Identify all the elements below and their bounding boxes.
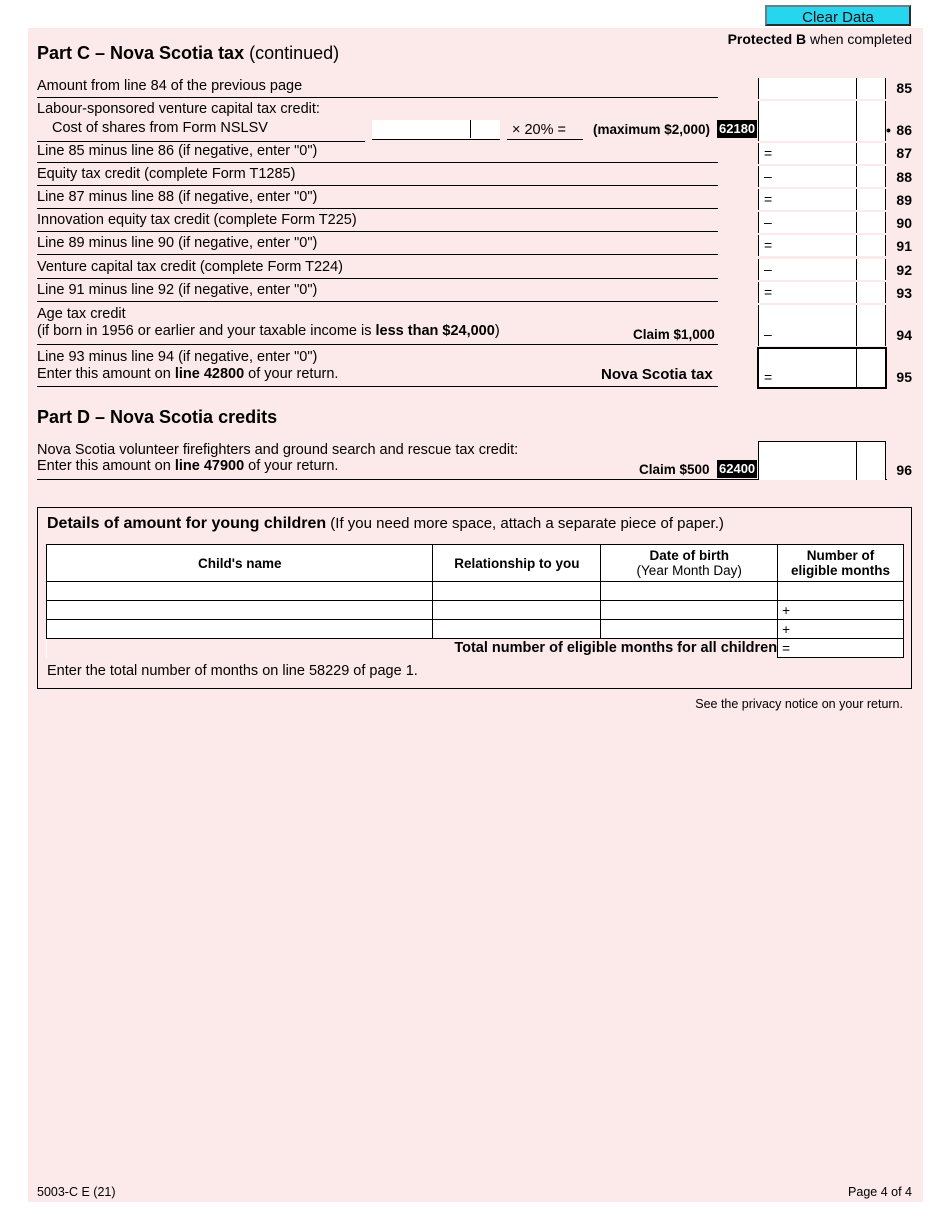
line-92-label: Venture capital tax credit (complete Form T224) — [37, 259, 343, 275]
relationship-cell[interactable] — [433, 601, 601, 620]
line-89-label: Line 87 minus line 88 (if negative, enter "0") — [37, 189, 318, 205]
maximum-label: (maximum $2,000) — [593, 122, 711, 137]
child-name-cell[interactable] — [47, 620, 433, 639]
date-of-birth-cell[interactable] — [601, 601, 778, 620]
total-months-field[interactable]: = — [778, 639, 904, 658]
page-number: Page 4 of 4 — [848, 1185, 912, 1199]
line-90-minus: – — [764, 214, 772, 230]
line-90-field[interactable] — [758, 212, 886, 233]
line-87-number: 87 — [896, 145, 912, 161]
line-88-label: Equity tax credit (complete Form T1285) — [37, 166, 296, 182]
line-85-label: Amount from line 84 of the previous page — [37, 78, 303, 94]
line-96-sublabel: Enter this amount on line 47900 of your return. — [37, 458, 339, 474]
table-row — [47, 601, 904, 620]
line-92-field[interactable] — [758, 259, 886, 280]
rate-label: × 20% = — [512, 122, 567, 138]
line-96-number: 96 — [896, 462, 912, 478]
line-89-number: 89 — [896, 192, 912, 208]
line-85-field[interactable] — [758, 78, 886, 99]
line-96-field[interactable] — [758, 441, 886, 480]
line-95-field[interactable] — [757, 347, 887, 389]
relationship-cell[interactable] — [433, 620, 601, 639]
line-87-field[interactable] — [758, 143, 886, 164]
date-of-birth-cell[interactable] — [601, 582, 778, 601]
eligible-months-cell[interactable] — [778, 582, 904, 601]
line-95-label: Line 93 minus line 94 (if negative, enter "0") — [37, 349, 318, 365]
line-86-sublabel: Cost of shares from Form NSLSV — [52, 120, 268, 136]
line-94-sublabel: (if born in 1956 or earlier and your taxable income is less than $24,000) — [37, 323, 500, 339]
line-94-claim: Claim $1,000 — [633, 327, 715, 342]
line-91-label: Line 89 minus line 90 (if negative, enter "0") — [37, 235, 318, 251]
line-96-claim: Claim $500 — [639, 462, 710, 477]
line-90-label: Innovation equity tax credit (complete Form T225) — [37, 212, 357, 228]
line-92-number: 92 — [896, 262, 912, 278]
line-85-number: 85 — [896, 80, 912, 96]
nova-scotia-tax-label: Nova Scotia tax — [601, 366, 713, 383]
children-instruction: Enter the total number of months on line 58229 of page 1. — [47, 663, 418, 679]
part-c-title: Part C – Nova Scotia tax (continued) — [37, 43, 340, 63]
date-of-birth-cell[interactable] — [601, 620, 778, 639]
header-date-of-birth: Date of birth (Year Month Day) — [601, 545, 778, 582]
line-86-bullet: • — [886, 122, 891, 138]
child-name-cell[interactable] — [47, 601, 433, 620]
privacy-notice: See the privacy notice on your return. — [695, 697, 903, 711]
header-childs-name: Child's name — [47, 545, 433, 582]
line-87-equals: = — [764, 145, 773, 161]
total-months-label: Total number of eligible months for all children — [47, 639, 778, 658]
form-id: 5003-C E (21) — [37, 1185, 116, 1199]
total-row — [47, 639, 904, 658]
line-94-minus: – — [764, 326, 772, 342]
table-row — [47, 620, 904, 639]
line-92-minus: – — [764, 261, 772, 277]
line-89-field[interactable] — [758, 189, 886, 210]
line-93-equals: = — [764, 284, 773, 300]
line-87-label: Line 85 minus line 86 (if negative, enter "0") — [37, 143, 318, 159]
line-91-field[interactable] — [758, 235, 886, 256]
line-91-number: 91 — [896, 238, 912, 254]
header-relationship: Relationship to you — [433, 545, 601, 582]
line-96-code: 62400 — [719, 461, 756, 476]
children-details-title: Details of amount for young children (If you need more space, attach a separate piece of paper.) — [47, 515, 724, 532]
line-93-field[interactable] — [758, 282, 886, 303]
line-90-number: 90 — [896, 215, 912, 231]
rate-underline — [507, 120, 583, 140]
line-93-number: 93 — [896, 285, 912, 301]
line-91-equals: = — [764, 237, 773, 253]
child-name-cell[interactable] — [47, 582, 433, 601]
table-row — [47, 582, 904, 601]
line-86-code: 62180 — [719, 121, 756, 136]
children-table — [46, 544, 904, 658]
line-94-label: Age tax credit — [37, 306, 126, 322]
line-88-field[interactable] — [758, 166, 886, 187]
eligible-months-cell[interactable]: + — [778, 620, 904, 639]
line-95-number: 95 — [896, 369, 912, 385]
clear-data-button[interactable]: Clear Data — [765, 5, 911, 26]
line-88-minus: – — [764, 168, 772, 184]
line-89-equals: = — [764, 191, 773, 207]
line-94-field[interactable] — [758, 305, 886, 346]
relationship-cell[interactable] — [433, 582, 601, 601]
line-86-field[interactable] — [758, 101, 886, 141]
line-96-label: Nova Scotia volunteer firefighters and ground search and rescue tax credit: — [37, 442, 519, 458]
protected-notice: Protected B when completed — [727, 31, 912, 47]
line-86-number: 86 — [896, 122, 912, 138]
line-88-number: 88 — [896, 169, 912, 185]
nslsv-shares-field[interactable] — [372, 120, 500, 140]
part-d-title: Part D – Nova Scotia credits — [37, 407, 278, 427]
header-eligible-months: Number of eligible months — [778, 545, 904, 582]
line-93-label: Line 91 minus line 92 (if negative, enter "0") — [37, 282, 318, 298]
eligible-months-cell[interactable]: + — [778, 601, 904, 620]
line-94-number: 94 — [896, 327, 912, 343]
line-86-label: Labour-sponsored venture capital tax credit: — [37, 101, 320, 117]
line-95-equals: = — [764, 369, 773, 385]
line-95-sublabel: Enter this amount on line 42800 of your return. — [37, 366, 339, 382]
